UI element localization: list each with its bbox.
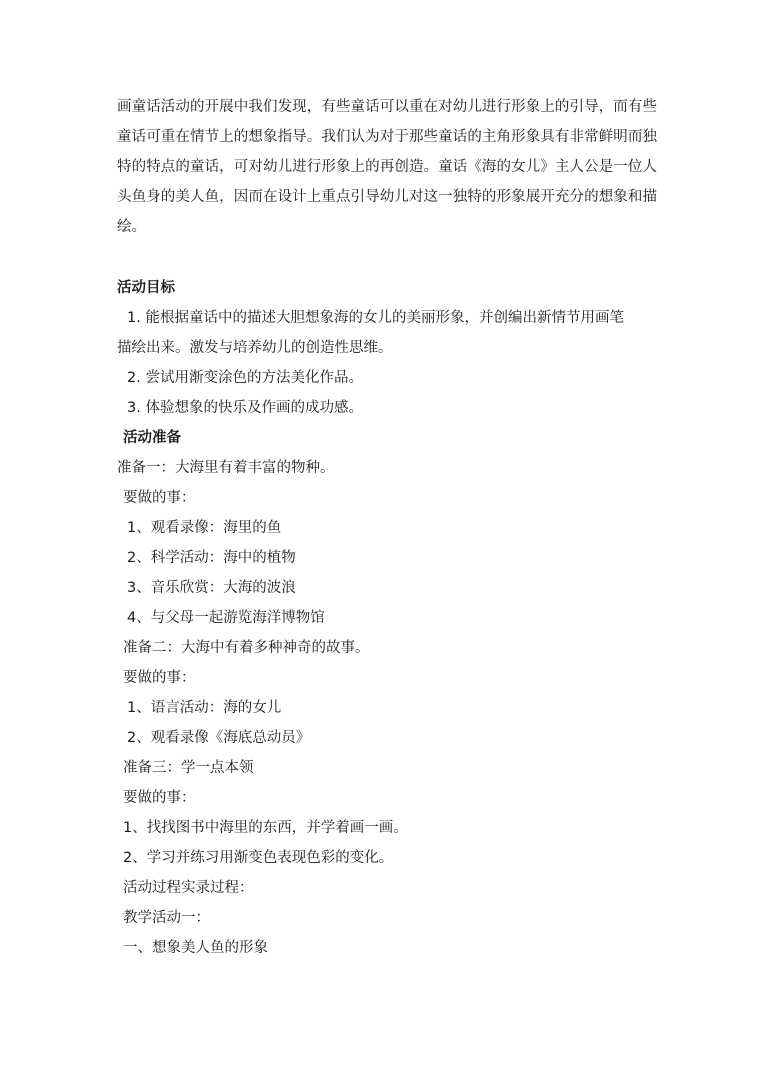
prep2-todo-label: 要做的事： xyxy=(123,670,196,686)
prep1-title: 准备一：大海里有着丰富的物种。 xyxy=(117,460,335,476)
prep1-item-1: 1、观看录像：海里的鱼 xyxy=(127,520,282,536)
goal-item-1-line-2: 描绘出来。激发与培养幼儿的创造性思维。 xyxy=(117,340,393,356)
prep2-item-1: 1、语言活动：海的女儿 xyxy=(127,700,282,716)
prep-heading: 活动准备 xyxy=(123,430,181,446)
goal-item-2: 2. 尝试用渐变涂色的方法美化作品。 xyxy=(127,370,363,386)
prep2-title: 准备二：大海中有着多种神奇的故事。 xyxy=(123,640,370,656)
prep1-item-4: 4、与父母一起游览海洋博物馆 xyxy=(127,610,325,626)
prep1-item-3: 3、音乐欣赏：大海的波浪 xyxy=(127,580,296,596)
prep3-title: 准备三：学一点本领 xyxy=(123,760,254,776)
goals-heading: 活动目标 xyxy=(117,280,175,296)
process-heading: 活动过程实录过程： xyxy=(123,880,254,896)
prep1-item-2: 2、科学活动：海中的植物 xyxy=(127,550,296,566)
process-step-1: 一、想象美人鱼的形象 xyxy=(123,940,268,956)
prep3-item-2: 2、学习并练习用渐变色表现色彩的变化。 xyxy=(123,850,394,866)
prep1-todo-label: 要做的事： xyxy=(123,490,196,506)
prep2-item-2: 2、观看录像《海底总动员》 xyxy=(127,730,311,746)
goal-item-3: 3. 体验想象的快乐及作画的成功感。 xyxy=(127,400,363,416)
goal-item-1-line-1: 1. 能根据童话中的描述大胆想象海的女儿的美丽形象，并创编出新情节用画笔 xyxy=(127,310,624,326)
prep3-todo-label: 要做的事： xyxy=(123,790,196,806)
intro-paragraph: 画童话活动的开展中我们发现，有些童话可以重在对幼儿进行形象上的引导，而有些童话可重在情节上的想象指导。我们认为对于那些童话的主角形象具有非常鲜明而独特的特点的童话，可对幼儿进行形象上的再创造。童话《海的女儿》主人公是一位人头鱼身的美人鱼，因而在设计上重点引导幼儿对这一独特的形象展开充分的想象和描绘。 xyxy=(117,99,657,235)
teaching-activity-label: 教学活动一： xyxy=(123,910,210,926)
prep3-item-1: 1、找找图书中海里的东西，并学着画一画。 xyxy=(123,820,408,836)
